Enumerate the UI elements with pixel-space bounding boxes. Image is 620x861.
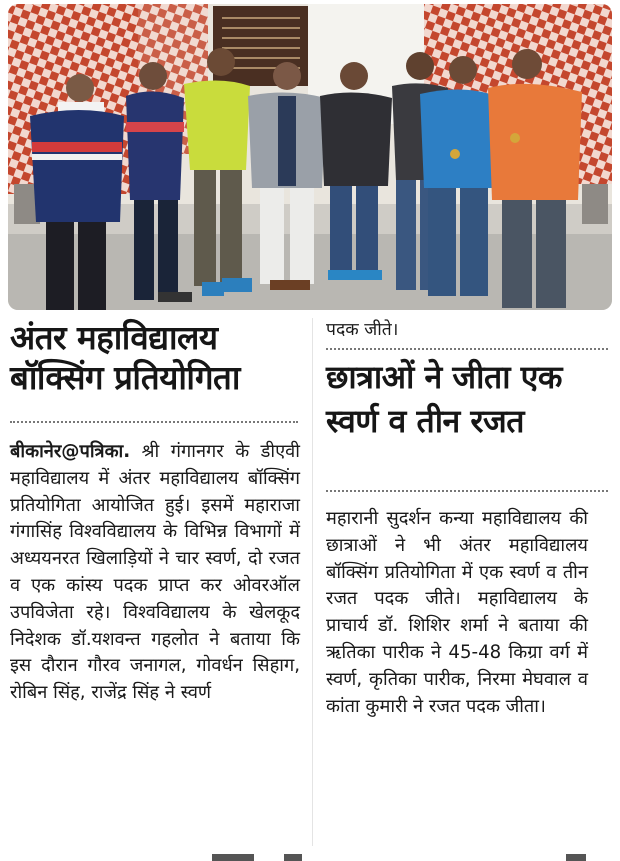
group-photo-illustration xyxy=(8,4,612,310)
left-headline-rule xyxy=(10,421,298,423)
right-headline-rule xyxy=(326,490,608,492)
group-photo xyxy=(8,4,612,310)
right-headline: छात्राओं ने जीता एक स्वर्ण व तीन रजत xyxy=(326,358,562,441)
column-divider xyxy=(312,318,313,846)
left-article-continuation: पदक जीते। xyxy=(326,320,399,340)
left-headline: अंतर महाविद्यालय बॉक्सिंग प्रतियोगिता xyxy=(10,318,240,397)
right-article-body: महारानी सुदर्शन कन्या महाविद्यालय की छात्राओं ने भी अंतर महाविद्यालय बॉक्सिंग प्रतियोगिता में एक स्वर्ण व तीन रजत पदक जीते। महाविद्यालय के प्राचार्य डॉ. शिशिर शर्मा ने बताया की ऋतिका पारीक ने 45-48 किग्रा वर्ग में स्वर्ण, कृतिका पारीक, निरमा मेघवाल व कांता कुमारी ने रजत पदक जीता। xyxy=(326,508,588,717)
left-body-text: श्री गंगानगर के डीएवी महाविद्यालय में अंतर महाविद्यालय बॉक्सिंग प्रतियोगिता आयोजित हुई। इसमें महाराजा गंगासिंह विश्वविद्यालय के विभिन्न विभागों में अध्ययनरत खिलाड़ियों ने चार स्वर्ण, दो रजत व एक कांस्य पदक प्राप्त कर ओवरऑल उपविजेता रहे। विश्वविद्यालय के खेलकूद निदेशक डॉ.यशवन्त गहलोत ने बताया कि इस दौरान गौरव जनागल, गोवर्धन सिहाग, रोबिन सिंह, राजेंद्र सिंह ने स्वर्ण xyxy=(10,441,300,704)
right-top-rule xyxy=(326,348,608,350)
bottom-edge-marks xyxy=(0,852,620,861)
left-article-body xyxy=(10,439,300,707)
dateline: बीकानेर@पत्रिका. xyxy=(10,441,131,462)
